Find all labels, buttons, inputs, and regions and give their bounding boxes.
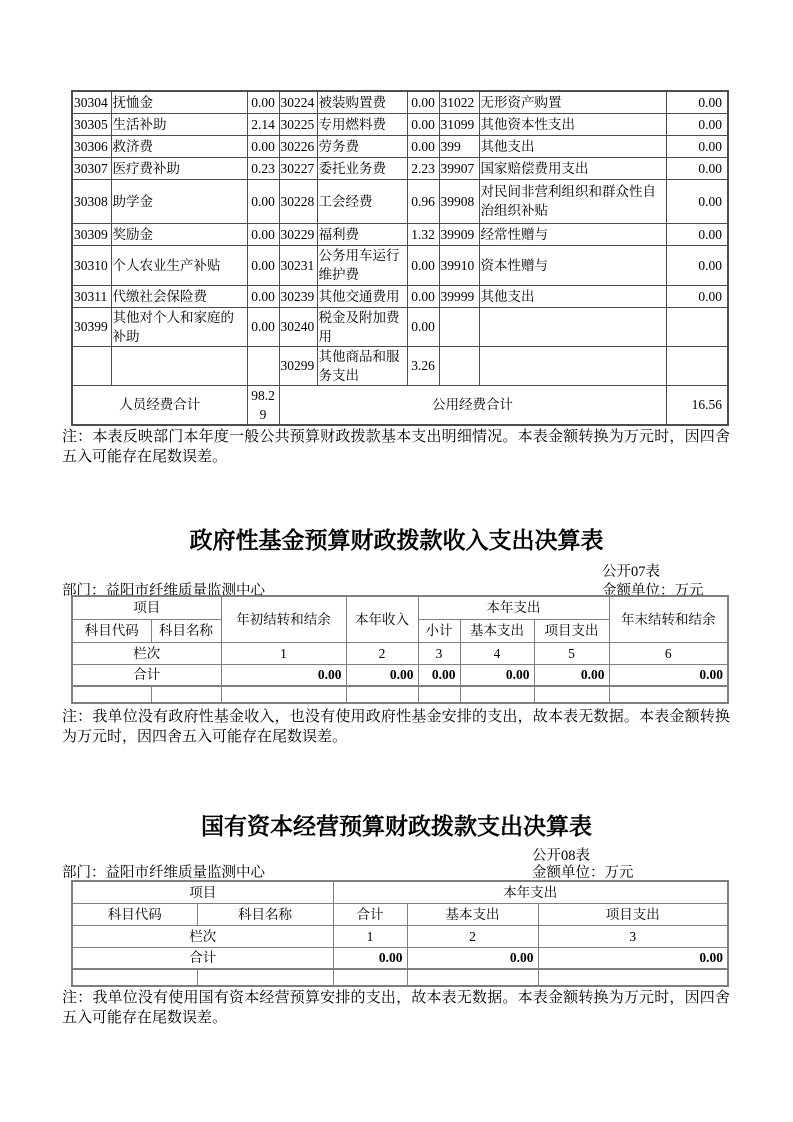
personnel-total-value: 98.29 (247, 385, 279, 425)
subject-name: 其他支出 (479, 285, 666, 307)
totals-row (72, 385, 728, 425)
header-project-exp: 项目支出 (534, 619, 609, 642)
header-project: 项目 (72, 596, 221, 619)
subject-name: 经常性赠与 (479, 223, 666, 245)
header-row (72, 881, 728, 903)
empty-cell (460, 686, 534, 703)
subject-name: 个人农业生产补贴 (111, 245, 247, 285)
amount: 0.00 (666, 157, 728, 179)
table2-note: 注：我单位没有政府性基金收入，也没有使用政府性基金安排的支出，故本表无数据。本表金额转换为万元时，因四舍五入可能存在尾数误差。 (62, 709, 730, 745)
header-project: 项目 (72, 881, 333, 903)
empty-row (72, 686, 728, 703)
amount: 0.23 (247, 157, 279, 179)
column-index: 2 (407, 925, 538, 947)
table-row (72, 113, 728, 135)
subject-name (479, 346, 666, 385)
amount: 0.00 (666, 285, 728, 307)
table3-note: 注：我单位没有使用国有资本经营预算安排的支出，故本表无数据。本表金额转换为万元时，因四舍五入可能存在尾数误差。 (62, 990, 730, 1026)
subject-name: 税金及附加费用 (317, 307, 407, 346)
amount: 0.00 (247, 91, 279, 113)
subject-name: 公务用车运行维护费 (317, 245, 407, 285)
header-basic: 基本支出 (460, 619, 534, 642)
amount: 0.00 (247, 223, 279, 245)
subject-code: 30231 (279, 245, 317, 285)
amount: 0.00 (407, 135, 439, 157)
amount: 0.00 (666, 223, 728, 245)
subject-code (439, 346, 479, 385)
table-row (72, 285, 728, 307)
column-index: 1 (333, 925, 407, 947)
subject-name: 救济费 (111, 135, 247, 157)
empty-cell (534, 686, 609, 703)
empty-cell (609, 686, 728, 703)
table-row (72, 135, 728, 157)
amount: 1.32 (407, 223, 439, 245)
lanci-label: 栏次 (72, 642, 221, 664)
amount: 0.00 (666, 245, 728, 285)
subject-name: 对民间非营利组织和群众性自治组织补贴 (479, 179, 666, 223)
subject-name: 其他对个人和家庭的补助 (111, 307, 247, 346)
header-code: 科目代码 (72, 619, 151, 642)
table-row (72, 157, 728, 179)
amount: 0.00 (247, 307, 279, 346)
header-current-expenditure: 本年支出 (333, 881, 728, 903)
amount: 0.00 (666, 179, 728, 223)
empty-row (72, 969, 728, 986)
governmental-funds-table (71, 595, 729, 704)
state-capital-table (71, 880, 729, 987)
subject-name: 生活补助 (111, 113, 247, 135)
subject-code: 30239 (279, 285, 317, 307)
table3-department: 部门：益阳市纤维质量监测中心 (62, 865, 265, 881)
table-row (72, 245, 728, 285)
basic-expenditure-detail-table (71, 90, 729, 426)
subject-name: 被装购置费 (317, 91, 407, 113)
table1-note: 注：本表反映部门本年度一般公共预算财政拨款基本支出明细情况。本表金额转换为万元时，因四舍五入可能存在尾数误差。 (62, 429, 730, 465)
table-row (72, 179, 728, 223)
amount: 0.00 (666, 113, 728, 135)
subject-name: 助学金 (111, 179, 247, 223)
amount: 2.23 (407, 157, 439, 179)
subject-code: 30311 (72, 285, 111, 307)
column-index: 6 (609, 642, 728, 664)
header-code: 科目代码 (72, 903, 197, 925)
column-index-row (72, 642, 728, 664)
header-basic: 基本支出 (407, 903, 538, 925)
column-index: 1 (221, 642, 346, 664)
subject-code: 39908 (439, 179, 479, 223)
subject-code: 30306 (72, 135, 111, 157)
subject-code: 30309 (72, 223, 111, 245)
table-row (72, 91, 728, 113)
subject-name (479, 307, 666, 346)
header-begin-balance: 年初结转和结余 (221, 596, 346, 642)
total-row (72, 664, 728, 686)
subject-code: 39999 (439, 285, 479, 307)
amount: 0.00 (609, 664, 728, 686)
table3-title: 国有资本经营预算财政拨款支出决算表 (201, 814, 592, 839)
subject-code (439, 307, 479, 346)
amount: 0.00 (407, 91, 439, 113)
subject-code: 30299 (279, 346, 317, 385)
personnel-total-label: 人员经费合计 (72, 385, 247, 425)
subject-name: 资本性赠与 (479, 245, 666, 285)
subject-code: 30227 (279, 157, 317, 179)
amount: 0.00 (666, 91, 728, 113)
total-label: 合计 (72, 947, 333, 969)
header-row (72, 903, 728, 925)
subject-code: 30226 (279, 135, 317, 157)
header-expenditure: 本年支出 (418, 596, 609, 619)
table-row (72, 307, 728, 346)
amount: 0.00 (247, 135, 279, 157)
amount: 0.00 (247, 179, 279, 223)
subject-name: 医疗费补助 (111, 157, 247, 179)
subject-code: 30304 (72, 91, 111, 113)
empty-cell (197, 969, 333, 986)
header-name: 科目名称 (151, 619, 221, 642)
amount (247, 346, 279, 385)
header-project-exp: 项目支出 (538, 903, 728, 925)
header-name: 科目名称 (197, 903, 333, 925)
subject-name: 其他资本性支出 (479, 113, 666, 135)
amount: 0.00 (247, 245, 279, 285)
subject-name: 福利费 (317, 223, 407, 245)
amount: 0.00 (346, 664, 418, 686)
table3-unit: 金额单位：万元 (532, 865, 634, 881)
empty-cell (72, 686, 151, 703)
header-row (72, 596, 728, 619)
subject-code: 39907 (439, 157, 479, 179)
subject-code (72, 346, 111, 385)
table3-public-number: 公开08表 (532, 848, 590, 864)
total-label: 合计 (72, 664, 221, 686)
header-subtotal: 小计 (418, 619, 460, 642)
subject-code: 399 (439, 135, 479, 157)
subject-name: 其他交通费用 (317, 285, 407, 307)
header-income: 本年收入 (346, 596, 418, 642)
empty-cell (333, 969, 407, 986)
subject-name: 工会经费 (317, 179, 407, 223)
amount: 0.00 (534, 664, 609, 686)
table2-unit: 金额单位：万元 (602, 583, 704, 599)
subject-name: 专用燃料费 (317, 113, 407, 135)
amount: 0.00 (247, 285, 279, 307)
public-total-label: 公用经费合计 (279, 385, 666, 425)
subject-name (111, 346, 247, 385)
empty-cell (151, 686, 221, 703)
amount: 0.00 (418, 664, 460, 686)
subject-name: 其他支出 (479, 135, 666, 157)
column-index: 2 (346, 642, 418, 664)
amount: 0.96 (407, 179, 439, 223)
amount: 0.00 (407, 947, 538, 969)
column-index: 5 (534, 642, 609, 664)
subject-code: 30240 (279, 307, 317, 346)
column-index: 3 (418, 642, 460, 664)
subject-code: 30225 (279, 113, 317, 135)
empty-cell (72, 969, 197, 986)
subject-name: 其他商品和服务支出 (317, 346, 407, 385)
empty-cell (221, 686, 346, 703)
empty-cell (418, 686, 460, 703)
amount: 0.00 (333, 947, 407, 969)
amount: 0.00 (407, 285, 439, 307)
subject-code: 31099 (439, 113, 479, 135)
public-total-value: 16.56 (666, 385, 728, 425)
table-row (72, 223, 728, 245)
subject-code: 31022 (439, 91, 479, 113)
subject-code: 39910 (439, 245, 479, 285)
header-total: 合计 (333, 903, 407, 925)
table2-department: 部门：益阳市纤维质量监测中心 (62, 583, 265, 599)
amount: 0.00 (407, 113, 439, 135)
subject-code: 30228 (279, 179, 317, 223)
header-end-balance: 年末结转和结余 (609, 596, 728, 642)
subject-code: 30399 (72, 307, 111, 346)
amount: 3.26 (407, 346, 439, 385)
lanci-label: 栏次 (72, 925, 333, 947)
subject-code: 30310 (72, 245, 111, 285)
subject-name: 劳务费 (317, 135, 407, 157)
subject-name: 国家赔偿费用支出 (479, 157, 666, 179)
amount: 0.00 (407, 245, 439, 285)
table-row (72, 346, 728, 385)
subject-code: 30307 (72, 157, 111, 179)
amount: 0.00 (407, 307, 439, 346)
empty-cell (346, 686, 418, 703)
subject-code: 39909 (439, 223, 479, 245)
subject-code: 30229 (279, 223, 317, 245)
table2-title: 政府性基金预算财政拨款收入支出决算表 (189, 528, 604, 553)
subject-name: 无形资产购置 (479, 91, 666, 113)
column-index: 4 (460, 642, 534, 664)
amount: 0.00 (538, 947, 728, 969)
subject-name: 抚恤金 (111, 91, 247, 113)
column-index: 3 (538, 925, 728, 947)
subject-name: 委托业务费 (317, 157, 407, 179)
table2-public-number: 公开07表 (602, 564, 660, 580)
subject-name: 奖励金 (111, 223, 247, 245)
amount: 2.14 (247, 113, 279, 135)
amount: 0.00 (666, 135, 728, 157)
amount (666, 307, 728, 346)
subject-code: 30308 (72, 179, 111, 223)
amount: 0.00 (460, 664, 534, 686)
amount (666, 346, 728, 385)
amount: 0.00 (221, 664, 346, 686)
empty-cell (538, 969, 728, 986)
column-index-row (72, 925, 728, 947)
empty-cell (407, 969, 538, 986)
subject-code: 30305 (72, 113, 111, 135)
total-row (72, 947, 728, 969)
subject-code: 30224 (279, 91, 317, 113)
subject-name: 代缴社会保险费 (111, 285, 247, 307)
